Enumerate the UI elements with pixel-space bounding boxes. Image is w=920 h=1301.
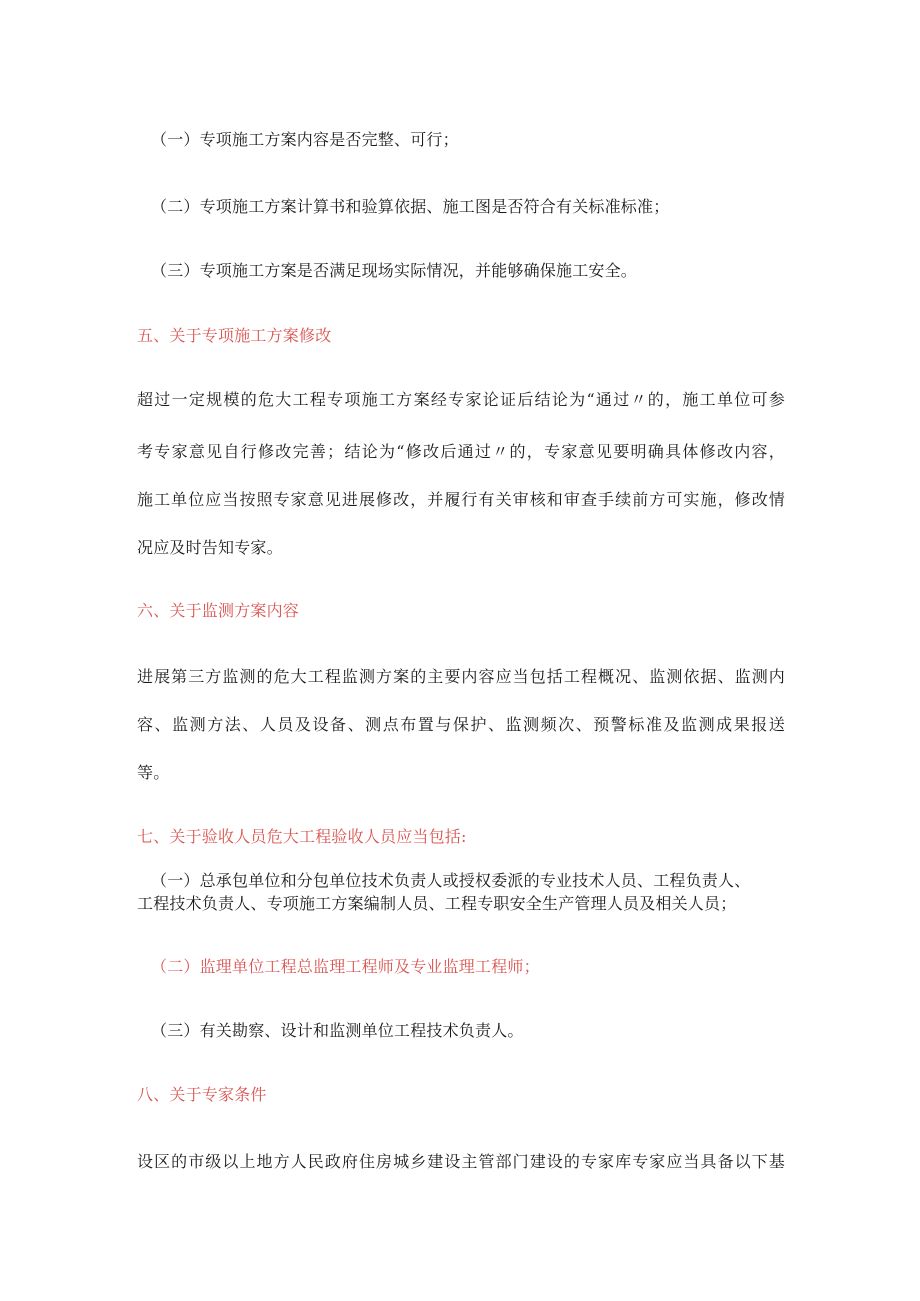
- section5-paragraph-line-2: 考专家意见自行修改完善；结论为“修改后通过〃的，专家意见要明确具体修改内容，: [137, 442, 785, 461]
- section8-heading: 八、关于专家条件: [137, 1085, 267, 1104]
- section7-item-1-line-2: 工程技术负责人、专项施工方案编制人员、工程专职安全生产管理人员及相关人员；: [137, 894, 737, 913]
- section6-paragraph-line-3: 等。: [137, 763, 170, 782]
- section6-paragraph-line-1: 进展第三方监测的危大工程监测方案的主要内容应当包括工程概况、监测依据、监测内: [137, 667, 785, 686]
- section5-paragraph-line-3: 施工单位应当按照专家意见进展修改，并履行有关审核和审查手续前方可实施，修改情: [137, 490, 785, 509]
- section7-heading: 七、关于验收人员危大工程验收人员应当包括:: [137, 827, 467, 846]
- section8-paragraph-line-1: 设区的市级以上地方人民政府住房城乡建设主管部门建设的专家库专家应当具备以下基: [137, 1152, 785, 1171]
- section7-item-2: （二）监理单位工程总监理工程师及专业监理工程师；: [151, 957, 540, 976]
- section7-item-1-line-1: （一）总承包单位和分包单位技术负责人或授权委派的专业技术人员、工程负责人、: [151, 871, 751, 890]
- section5-heading: 五、关于专项施工方案修改: [137, 326, 332, 345]
- section7-item-3: （三）有关勘察、设计和监测单位工程技术负责人。: [151, 1021, 524, 1040]
- section6-heading: 六、关于监测方案内容: [137, 601, 300, 620]
- section6-paragraph-line-2: 容、监测方法、人员及设备、测点布置与保护、监测频次、预警标准及监测成果报送: [137, 715, 785, 734]
- section5-paragraph-line-4: 况应及时告知专家。: [137, 538, 283, 557]
- section4-item-2: （二）专项施工方案计算书和验算依据、施工图是否符合有关标准标准；: [151, 197, 670, 216]
- section4-item-1: （一）专项施工方案内容是否完整、可行；: [151, 130, 459, 149]
- section5-paragraph-line-1: 超过一定规模的危大工程专项施工方案经专家论证后结论为“通过〃的，施工单位可参: [137, 390, 785, 409]
- section4-item-3: （三）专项施工方案是否满足现场实际情况，并能够确保施工安全。: [151, 261, 638, 280]
